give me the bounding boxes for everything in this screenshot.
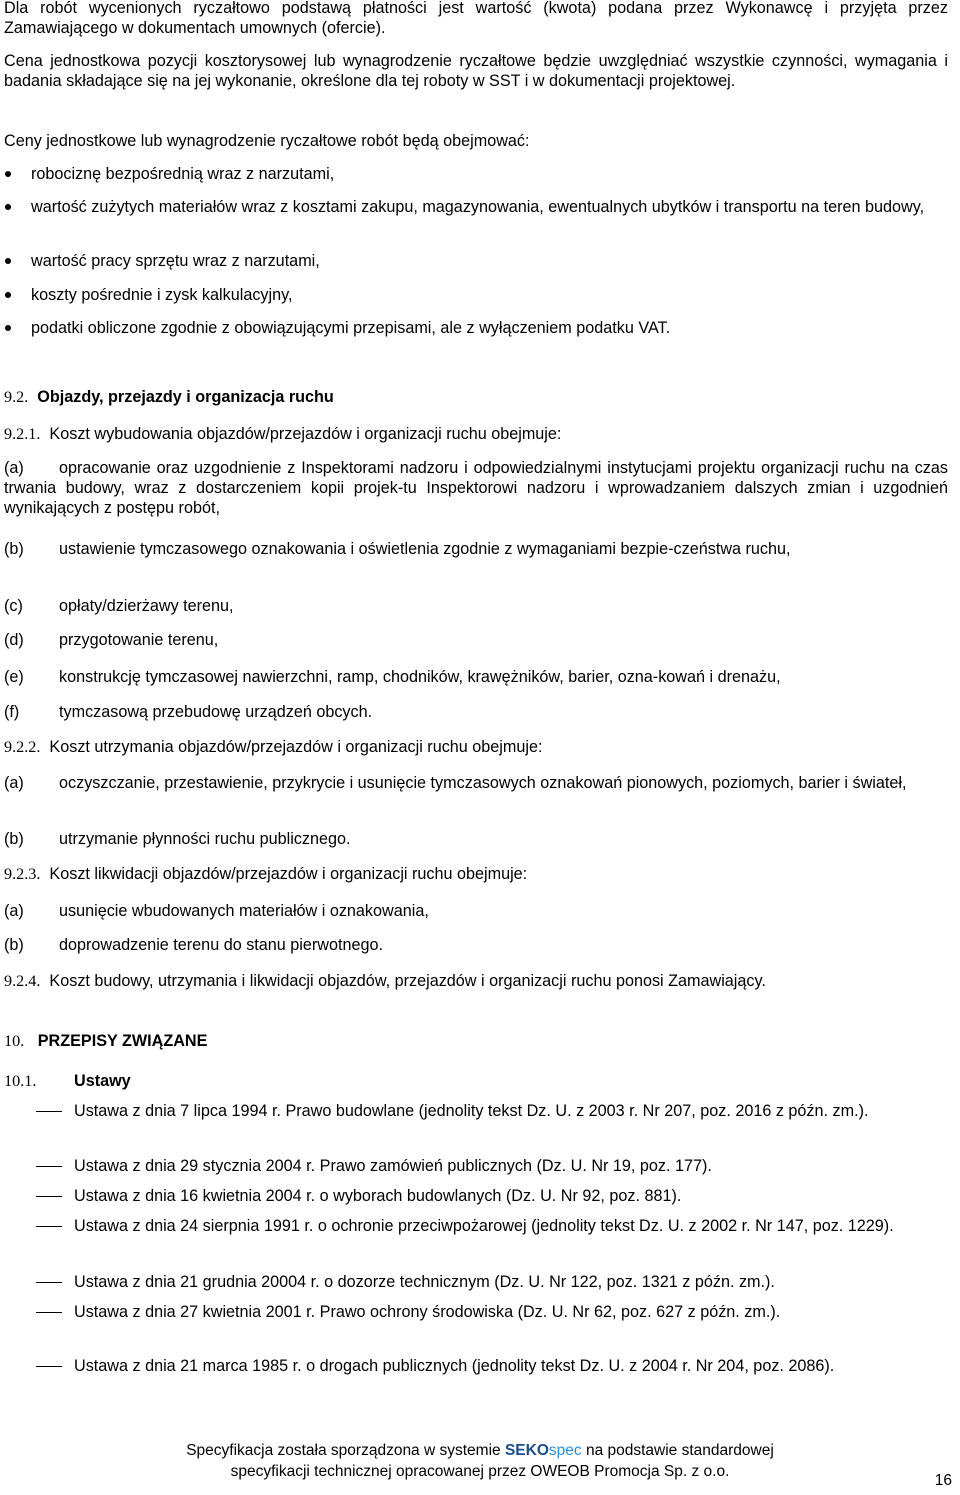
dash-icon bbox=[36, 1366, 62, 1367]
section-heading-9-2: 9.2. Objazdy, przejazdy i organizacja ruchu bbox=[4, 388, 334, 406]
footer-line-1: Specyfikacja została sporządzona w systemie SEKOspec na podstawie standardowej bbox=[186, 1442, 774, 1459]
document-page: Dla robót wycenionych ryczałtowo podstawą płatności jest wartość (kwota) podana przez Wykonawcę i przyjęta przez Zamawiającego w dokumentach umownych (ofercie). Cena jednostkowa pozycji kosztorysowej lub wynagrodzenie ryczałtowe będzie uwzględniać wszystkie czynności, wymagania i badania składające się na jej wykonanie, określone dla tej roboty w SST i w dokumentacji projektowej. Ceny jednostkowe lub wynagrodzenie ryczałtowe robót będą obejmować: robociznę bezpośrednią wraz z narzutami, wartość zużytych materiałów wraz z kosztami zakupu, magazynowania, ewentualnych ubytków i transportu na teren budowy, wartość pracy sprzętu wraz z narzutami, koszty pośrednie i zysk kalkulacyjny, podatki obliczone zgodnie z obowiązującymi przepisami, ale z wyłączeniem podatku VAT. 9.2. Objazdy, przejazdy i organizacja ruchu 9.2.1. Koszt wybudowania objazdów/przejazdów i organizacji ruchu obejmuje: (a) opracowanie oraz uzgodnienie z Inspektorami nadzoru i odpowiedzialnymi instytucjami projektu organizacji ruchu na czas trwania budowy, wraz z dostarczeniem kopii projek-tu Inspektorowi nadzoru i wprowadzaniem dalszych zmian i uzgodnień wynikających z postępu robót, (b) ustawienie tymczasowego oznakowania i oświetlenia zgodnie z wymaganiami bezpie-czeństwa ruchu, (c) opłaty/dzierżawy terenu, (d) przygotowanie terenu, (e) konstrukcję tymczasowej nawierzchni, ramp, chodników, krawężników, barier, ozna-kowań i drenażu, (f) tymczasową przebudowę urządzeń obcych. 9.2.2. Koszt utrzymania objazdów/przejazdów i organizacji ruchu obejmuje: (a) oczyszczanie, przestawienie, przykrycie i usunięcie tymczasowych oznakowań pionowych, poziomych, barier i świateł, (b) utrzymanie płynności ruchu publicznego. 9.2.3. Koszt likwidacji objazdów/przejazdów i organizacji ruchu obejmuje: (a) usunięcie wbudowanych materiałów i oznakowania, (b) doprowadzenie terenu do stanu pierwotnego. 9.2.4. Koszt budowy, utrzymania i likwidacji objazdów, przejazdów i organizacji ruchu ponosi Zamawiający. 10. PRZEPISY ZWIĄZANE 10.1. Ustawy Ustawa z dnia 7 lipca 1994 r. Prawo budowlane (jednolity tekst Dz. U. z 2003 r. Nr 207, poz. 2016 z późn. zm.). Ustawa z dnia 29 stycznia 2004 r. Prawo zamówień publicznych (Dz. U. Nr 19, poz. 177). Ustawa z dnia 16 kwietnia 2004 r. o wyborach budowlanych (Dz. U. Nr 92, poz. 881). Ustawa z dnia 24 sierpnia 1991 r. o ochronie przeciwpożarowej (jednolity tekst Dz. U. z 2002 r. Nr 147, poz. 1229). Ustawa z dnia 21 grudnia 20004 r. o dozorze technicznym (Dz. U. Nr 122, poz. 1321 z późn. zm.). Ustawa z dnia 27 kwietnia 2001 r. Prawo ochrony środowiska (Dz. U. Nr 62, poz. 627 z późn. zm.). Ustawa z dnia 21 marca 1985 r. o drogach publicznych (jednolity tekst Dz. U. z 2004 r. Nr 204, poz. 2086). Specyfikacja została sporządzona w systemie SEKOspec na podstawie standardowej specyfikacji technicznej opracowanej przez OWEOB Promocja Sp. z o.o. 16 bbox=[0, 0, 960, 1495]
list-item: (b) ustawienie tymczasowego oznakowania i oświetlenia zgodnie z wymaganiami bezpie-czeństwa ruchu, bbox=[4, 540, 791, 558]
sekospec-logo: SEKOspec bbox=[504, 1442, 582, 1459]
subsection-9-2-3: 9.2.3. Koszt likwidacji objazdów/przejazdów i organizacji ruchu obejmuje: bbox=[4, 865, 528, 883]
dash-icon bbox=[36, 1111, 62, 1112]
list-item: (a) opracowanie oraz uzgodnienie z Inspektorami nadzoru i odpowiedzialnymi instytucjami projektu organizacji ruchu na czas trwania budowy, wraz z dostarczeniem kopii projek-tu Inspektorowi nadzoru i wprowadzaniem dalszych zmian i uzgodnień wynikających z postępu robót, bbox=[4, 459, 948, 517]
subsection-9-2-4: 9.2.4. Koszt budowy, utrzymania i likwidacji objazdów, przejazdów i organizacji ruchu ponosi Zamawiający. bbox=[4, 972, 766, 990]
section-heading-10: 10. PRZEPISY ZWIĄZANE bbox=[4, 1032, 208, 1050]
dash-icon bbox=[36, 1166, 62, 1167]
subsection-9-2-2: 9.2.2. Koszt utrzymania objazdów/przejazdów i organizacji ruchu obejmuje: bbox=[4, 738, 543, 756]
paragraph-unit-price: Cena jednostkowa pozycji kosztorysowej lub wynagrodzenie ryczałtowe będzie uwzględniać wszystkie czynności, wymagania i badania składające się na jej wykonanie, określone dla tej roboty w SST i w dokumentacji projektowej. bbox=[4, 52, 948, 90]
dash-icon bbox=[36, 1226, 62, 1227]
list-item: (b) utrzymanie płynności ruchu publicznego. bbox=[4, 830, 351, 848]
footer-line-2: specyfikacji technicznej opracowanej przez OWEOB Promocja Sp. z o.o. bbox=[230, 1463, 730, 1480]
list-item: (c) opłaty/dzierżawy terenu, bbox=[4, 597, 234, 615]
section-heading-10-1: 10.1. Ustawy bbox=[4, 1072, 131, 1090]
subsection-9-2-1: 9.2.1. Koszt wybudowania objazdów/przejazdów i organizacji ruchu obejmuje: bbox=[4, 425, 562, 443]
paragraph-prices-include: Ceny jednostkowe lub wynagrodzenie ryczałtowe robót będą obejmować: bbox=[4, 132, 530, 150]
list-item: (a) usunięcie wbudowanych materiałów i oznakowania, bbox=[4, 902, 429, 920]
dash-icon bbox=[36, 1312, 62, 1313]
list-item: (b) doprowadzenie terenu do stanu pierwotnego. bbox=[4, 936, 383, 954]
page-number: 16 bbox=[934, 1472, 952, 1489]
list-item: (f) tymczasową przebudowę urządzeń obcych. bbox=[4, 703, 373, 721]
dash-icon bbox=[36, 1282, 62, 1283]
list-item: (e) konstrukcję tymczasowej nawierzchni, ramp, chodników, krawężników, barier, ozna-kowań i drenażu, bbox=[4, 668, 781, 686]
list-item: (d) przygotowanie terenu, bbox=[4, 631, 219, 649]
paragraph-payment-basis: Dla robót wycenionych ryczałtowo podstawą płatności jest wartość (kwota) podana przez Wykonawcę i przyjęta przez Zamawiającego w dokumentach umownych (ofercie). bbox=[4, 0, 948, 37]
list-item: (a) oczyszczanie, przestawienie, przykrycie i usunięcie tymczasowych oznakowań pionowych, poziomych, barier i świateł, bbox=[4, 774, 907, 792]
dash-icon bbox=[36, 1196, 62, 1197]
